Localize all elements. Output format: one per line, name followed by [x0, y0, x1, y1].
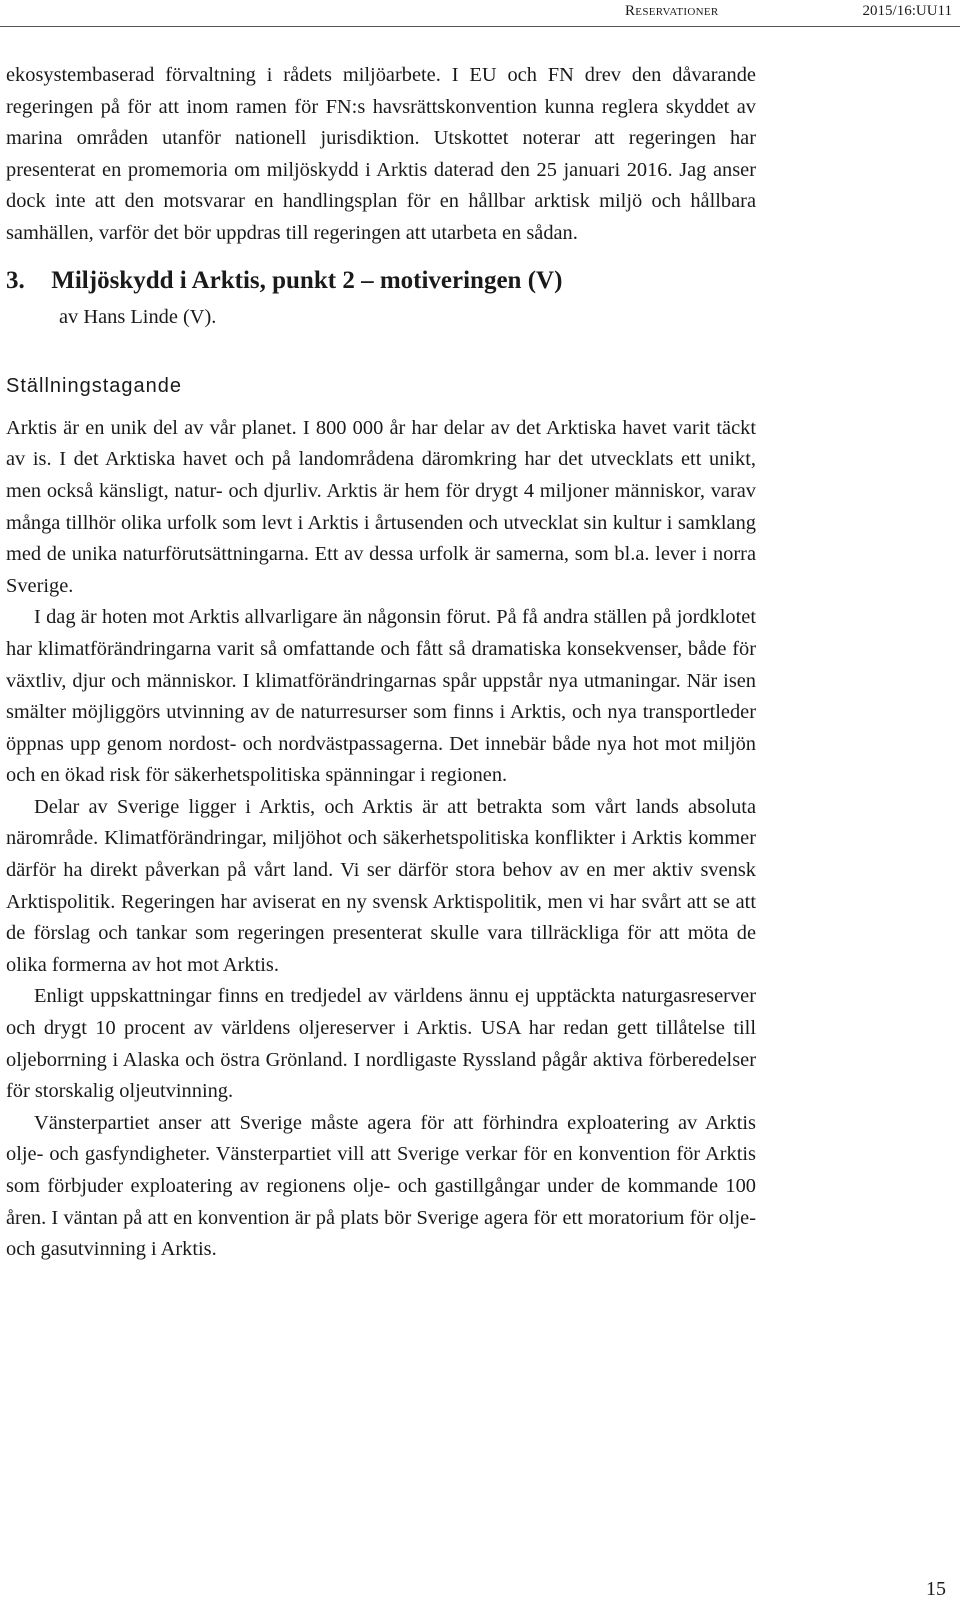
- header-document-id: 2015/16:UU11: [862, 3, 952, 19]
- subheading-stallningstagande: Ställningstagande: [6, 375, 183, 398]
- body-paragraph: Delar av Sverige ligger i Arktis, och Arktis är att betrakta som vårt lands absoluta närområde. Klimatförändringar, miljöhot och säkerhetspolitiska konflikter i Arktis kommer därför ha direkt påverkan på vårt land. Vi ser därför stora behov av en mer aktiv svensk Arktispolitik. Regeringen har aviserat en ny svensk Arktispolitik, men vi har svårt att se att de förslag och tankar som regeringen presenterat skulle vara tillräckliga för att möta de olika formerna av hot mot Arktis.: [6, 795, 756, 976]
- document-body: [6, 60, 756, 1266]
- page-number: 15: [926, 1578, 946, 1600]
- header-section-label: Reservationer: [625, 3, 719, 19]
- body-paragraph: Arktis är en unik del av vår planet. I 800 000 år har delar av det Arktiska havet varit täckt av is. I det Arktiska havet och på landområdena däromkring har det utvecklats ett unikt, men också känsligt, natur- och djurliv. Arktis är hem för drygt 4 miljoner människor, varav många tillhör olika urfolk som levt i Arktis i årtusenden och utvecklat sin kultur i samklang med de unika naturförutsättningarna. Ett av dessa urfolk är samerna, som bl.a. lever i norra Sverige.: [6, 416, 756, 597]
- running-header: [0, 0, 960, 27]
- intro-paragraph: ekosystembaserad förvaltning i rådets miljöarbete. I EU och FN drev den dåvarande regeringen på för att inom ramen för FN:s havsrättskonvention kunna reglera skyddet av marina områden utanför nationell jurisdiktion. Utskottet noterar att regeringen har presenterat en promemoria om miljöskydd i Arktis daterad den 25 januari 2016. Jag anser dock inte att den motsvarar en handlingsplan för en hållbar arktisk miljö och hållbara samhällen, varför det bör uppdras till regeringen att utarbeta en sådan.: [6, 64, 756, 244]
- body-paragraph: I dag är hoten mot Arktis allvarligare än någonsin förut. På få andra ställen på jordklotet har klimatförändringarna varit så omfattande och fått så dramatiska konsekvenser, både för växtliv, djur och människor. I klimatförändringarnas spår uppstår nya utmaningar. När isen smälter möjliggörs utvinning av de naturresurser som finns i Arktis, och nya transportleder öppnas upp genom nordost- och nordvästpassagerna. Det innebär både nya hot mot miljön och en ökad risk för säkerhetspolitiska spänningar i regionen.: [6, 606, 756, 787]
- section-number: 3.: [6, 266, 25, 294]
- section-title: Miljöskydd i Arktis, punkt 2 – motiveringen (V): [51, 266, 563, 294]
- body-paragraph: Vänsterpartiet anser att Sverige måste agera för att förhindra exploatering av Arktis olje- och gasfyndigheter. Vänsterpartiet vill att Sverige verkar för en konvention för Arktis som förbjuder exploatering av regionens olje- och gastillgångar under de kommande 100 åren. I väntan på att en konvention är på plats bör Sverige agera för ett moratorium för olje- och gasutvinning i Arktis.: [6, 1111, 756, 1261]
- section-author: av Hans Linde (V).: [59, 305, 217, 328]
- section-heading: [6, 264, 756, 298]
- body-paragraph: Enligt uppskattningar finns en tredjedel av världens ännu ej upptäckta naturgasreserver och drygt 10 procent av världens oljereserver i Arktis. USA har redan gett tillåtelse till oljeborrning i Alaska och östra Grönland. I nordligaste Ryssland pågår aktiva förberedelser för storskalig oljeutvinning.: [6, 985, 756, 1103]
